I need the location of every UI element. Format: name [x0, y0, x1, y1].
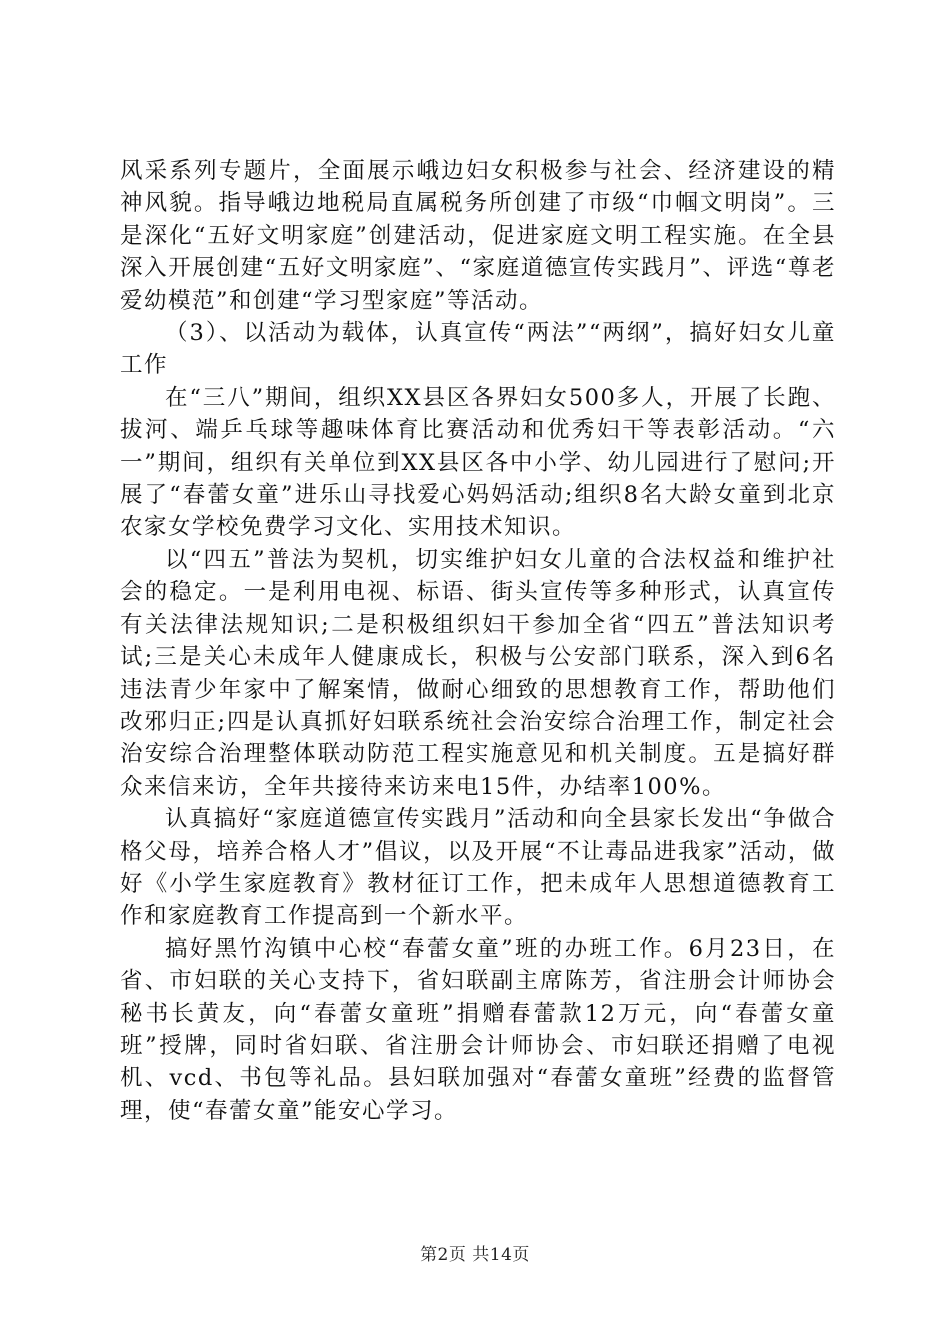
page-number: 第2页 共14页 [420, 1245, 530, 1265]
paragraph-4: 以“四五”普法为契机，切实维护妇女儿童的合法权益和维护社会的稳定。一是利用电视、标语、街头宣传等多种形式，认真宣传有关法律法规知识;二是积极组织妇干参加全省“四五”普法知识考试;三是关心未成年人健康成长，积极与公安部门联系，深入到6名违法青少年家中了解案情，做耐心细致的思想教育工作，帮助他们改邪归正;四是认真抓好妇联系统社会治安综合治理工作，制定社会治安综合治理整体联动防范工程实施意见和机关制度。五是搞好群众来信来访，全年共接待来访来电15件，办结率100%。 [120, 546, 836, 800]
paragraph-1: 风采系列专题片，全面展示峨边妇女积极参与社会、经济建设的精神风貌。指导峨边地税局直属税务所创建了市级“巾帼文明岗”。三是深化“五好文明家庭”创建活动，促进家庭文明工程实施。在全县深入开展创建“五好文明家庭”、“家庭道德宣传实践月”、评选“尊老爱幼模范”和创建“学习型家庭”等活动。 [120, 158, 836, 314]
paragraph-5: 认真搞好“家庭道德宣传实践月”活动和向全县家长发出“争做合格父母，培养合格人才”倡议，以及开展“不让毒品进我家”活动，做好《小学生家庭教育》教材征订工作，把未成年人思想道德教育工作和家庭教育工作提高到一个新水平。 [120, 806, 836, 930]
paragraph-3: 在“三八”期间，组织XX县区各界妇女500多人，开展了长跑、拔河、端乒乓球等趣味体育比赛活动和优秀妇干等表彰活动。“六一”期间，组织有关单位到XX县区各中小学、幼儿园进行了慰问;开展了“春蕾女童”进乐山寻找爱心妈妈活动;组织8名大龄女童到北京农家女学校免费学习文化、实用技术知识。 [120, 384, 836, 541]
paragraph-2-heading: （3）、以活动为载体，认真宣传“两法”“两纲”，搞好妇女儿童工作 [120, 320, 836, 379]
document-body [120, 155, 836, 1127]
page-footer [0, 1240, 950, 1265]
paragraph-6: 搞好黑竹沟镇中心校“春蕾女童”班的办班工作。6月23日，在省、市妇联的关心支持下，省妇联副主席陈芳，省注册会计师协会秘书长黄友，向“春蕾女童班”捐赠春蕾款12万元，向“春蕾女童班”授牌，同时省妇联、省注册会计师协会、市妇联还捐赠了电视机、vcd、书包等礼品。县妇联加强对“春蕾女童班”经费的监督管理，使“春蕾女童”能安心学习。 [120, 935, 836, 1124]
